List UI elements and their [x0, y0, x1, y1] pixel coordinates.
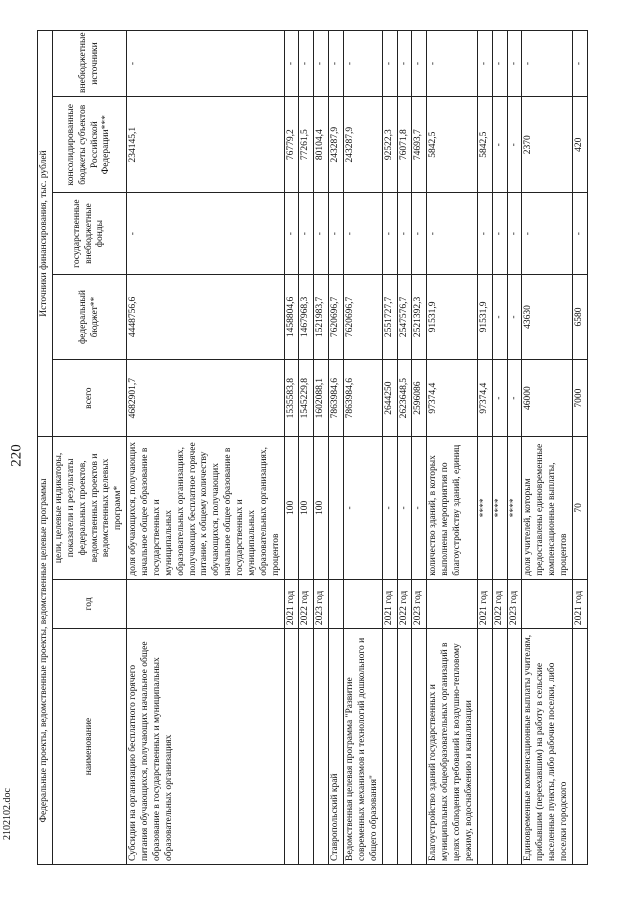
cell-total: 1535583,8 — [284, 360, 299, 437]
cell-total: - — [507, 360, 522, 437]
cell-year: 2022 год — [397, 579, 412, 628]
cell-year: 2021 год — [477, 579, 492, 628]
cell-federal: 2547576,7 — [397, 274, 412, 360]
cell-total: 7000 — [572, 360, 587, 437]
budget-table — [37, 30, 588, 865]
cell-indicator: **** — [507, 437, 522, 580]
table-row — [572, 31, 587, 865]
cell-name: Субсидии на организацию бесплатного горячего питания обучающихся, получающих начальное общее образование в государственных и муниципальных образовательных организациях — [127, 629, 284, 865]
table-row — [522, 31, 573, 865]
cell-federal: 1467968,3 — [299, 274, 314, 360]
col-state-funds-header: государственные внебюджетные фонды — [52, 193, 126, 274]
cell-regional: 5842,5 — [427, 96, 478, 193]
cell-name: Ставропольский край — [329, 629, 344, 865]
cell-regional: 77261,5 — [299, 96, 314, 193]
cell-regional: 420 — [572, 96, 587, 193]
cell-extra: - — [427, 31, 478, 97]
cell-indicator: доля учителей, которым предоставлены единовременные компенсационные выплаты, процентов — [522, 437, 573, 580]
cell-regional: 243287,9 — [329, 96, 344, 193]
cell-regional: 76779,2 — [284, 96, 299, 193]
cell-total: 7863984,6 — [344, 360, 383, 437]
table-row — [412, 31, 427, 865]
cell-federal: 43630 — [522, 274, 573, 360]
cell-total: 46000 — [522, 360, 573, 437]
cell-indicator: **** — [477, 437, 492, 580]
col-year-header: год — [52, 579, 126, 628]
cell-total: 2596086 — [412, 360, 427, 437]
cell-regional: - — [492, 96, 507, 193]
cell-extra: - — [507, 31, 522, 97]
cell-regional: 76071,8 — [397, 96, 412, 193]
cell-federal: 7620696,7 — [329, 274, 344, 360]
cell-year: 2021 год — [382, 579, 397, 628]
cell-federal: 7620696,7 — [344, 274, 383, 360]
cell-state-funds: - — [412, 193, 427, 274]
cell-indicator: доля обучающихся, получающих начальное общее образование в государственных и муниципальных образовательных организациях, получающих бесплатное горячее питание, к общему количеству обучающихся, получающих начальное общее образование в государственных и муниципальных образовательных организациях, процентов — [127, 437, 284, 580]
cell-total: 7863984,6 — [329, 360, 344, 437]
cell-regional: 80104,4 — [314, 96, 329, 193]
cell-state-funds: - — [127, 193, 284, 274]
cell-state-funds: - — [427, 193, 478, 274]
cell-total: 97374,4 — [477, 360, 492, 437]
cell-indicator — [329, 437, 344, 580]
rotated-budget-table — [37, 30, 599, 865]
cell-regional: 5842,5 — [477, 96, 492, 193]
cell-year: 2023 год — [507, 579, 522, 628]
cell-name — [412, 629, 427, 865]
cell-total: 4682901,7 — [127, 360, 284, 437]
cell-name — [284, 629, 299, 865]
cell-state-funds: - — [492, 193, 507, 274]
cell-extra: - — [127, 31, 284, 97]
cell-name — [382, 629, 397, 865]
cell-total: 97374,4 — [427, 360, 478, 437]
table-row — [329, 31, 344, 865]
cell-indicator: 70 — [572, 437, 587, 580]
cell-name — [397, 629, 412, 865]
col-name-header: наименование — [52, 629, 126, 865]
cell-federal: - — [507, 274, 522, 360]
cell-name — [299, 629, 314, 865]
cell-federal: 1521983,7 — [314, 274, 329, 360]
cell-extra: - — [284, 31, 299, 97]
cell-indicator: - — [344, 437, 383, 580]
cell-regional: 234145,1 — [127, 96, 284, 193]
cell-regional: 2370 — [522, 96, 573, 193]
table-row — [314, 31, 329, 865]
cell-year: 2022 год — [492, 579, 507, 628]
cell-year — [127, 579, 284, 628]
cell-total: 2623648,5 — [397, 360, 412, 437]
cell-federal: 1458804,6 — [284, 274, 299, 360]
cell-federal: 2521392,3 — [412, 274, 427, 360]
cell-indicator: 100 — [299, 437, 314, 580]
cell-state-funds: - — [314, 193, 329, 274]
cell-federal: - — [492, 274, 507, 360]
table-row — [477, 31, 492, 865]
cell-state-funds: - — [572, 193, 587, 274]
table-row — [492, 31, 507, 865]
cell-regional: 74693,7 — [412, 96, 427, 193]
cell-indicator: - — [412, 437, 427, 580]
cell-federal: 6580 — [572, 274, 587, 360]
col-regional-header: консолидированные бюджеты субъектов Российской Федерации*** — [52, 96, 126, 193]
table-row — [507, 31, 522, 865]
table-row — [344, 31, 383, 865]
cell-indicator: количество зданий, в которых выполнены мероприятия по благоустройству зданий, единиц — [427, 437, 478, 580]
cell-indicator: 100 — [314, 437, 329, 580]
table-row — [284, 31, 299, 865]
cell-federal: 4448756,6 — [127, 274, 284, 360]
cell-regional: - — [507, 96, 522, 193]
cell-state-funds: - — [382, 193, 397, 274]
cell-extra: - — [477, 31, 492, 97]
table-body — [127, 31, 588, 865]
cell-indicator: 100 — [284, 437, 299, 580]
cell-extra: - — [492, 31, 507, 97]
cell-state-funds: - — [397, 193, 412, 274]
cell-state-funds: - — [299, 193, 314, 274]
col-total-header: всего — [52, 360, 126, 437]
cell-year — [427, 579, 478, 628]
cell-extra: - — [412, 31, 427, 97]
cell-extra: - — [572, 31, 587, 97]
cell-regional: 243287,9 — [344, 96, 383, 193]
cell-extra: - — [329, 31, 344, 97]
cell-year: 2021 год — [284, 579, 299, 628]
table-row — [127, 31, 284, 865]
cell-name — [314, 629, 329, 865]
table-row — [382, 31, 397, 865]
cell-name — [507, 629, 522, 865]
cell-federal: 2551727,7 — [382, 274, 397, 360]
cell-total: 1602088,1 — [314, 360, 329, 437]
cell-state-funds: - — [344, 193, 383, 274]
group-header: Федеральные проекты, ведомственные проекты, ведомственные целевые программы — [38, 437, 53, 865]
cell-name — [492, 629, 507, 865]
document-code: 2102102.doc — [2, 788, 13, 840]
cell-name: Благоустройство зданий государственных и муниципальных общеобразовательных организаций в целях соблюдения требований к воздушно-тепловому режиму, водоснабжению и канализации — [427, 629, 478, 865]
cell-year: 2021 год — [572, 579, 587, 628]
cell-extra: - — [397, 31, 412, 97]
cell-state-funds: - — [507, 193, 522, 274]
cell-extra: - — [314, 31, 329, 97]
col-indicator-header: цели, целевые индикаторы, показатели и результаты федеральных проектов, ведомственных проектов и ведомственных целевых программ* — [52, 437, 126, 580]
sources-header: Источники финансирования, тыс. рублей — [38, 31, 53, 437]
cell-indicator: - — [382, 437, 397, 580]
cell-name: Ведомственная целевая программа "Развитие современных механизмов и технологий дошкольного и общего образования" — [344, 629, 383, 865]
cell-year — [522, 579, 573, 628]
cell-year: 2022 год — [299, 579, 314, 628]
cell-indicator: **** — [492, 437, 507, 580]
col-extra-header: внебюджетные источники — [52, 31, 126, 97]
cell-federal: 91531,9 — [477, 274, 492, 360]
cell-state-funds: - — [522, 193, 573, 274]
cell-year — [344, 579, 383, 628]
cell-name: Единовременные компенсационные выплаты учителям, прибывшим (переехавшим) на работу в сельские населенные пункты, либо рабочие поселки, либо поселки городского — [522, 629, 573, 865]
cell-regional: 92522,3 — [382, 96, 397, 193]
cell-extra: - — [299, 31, 314, 97]
cell-federal: 91531,9 — [427, 274, 478, 360]
cell-total: 2644250 — [382, 360, 397, 437]
cell-total: - — [492, 360, 507, 437]
col-federal-header: федеральный бюджет** — [52, 274, 126, 360]
page-number: 220 — [8, 444, 25, 467]
cell-indicator: - — [397, 437, 412, 580]
cell-name — [477, 629, 492, 865]
cell-extra: - — [344, 31, 383, 97]
cell-state-funds: - — [329, 193, 344, 274]
cell-extra: - — [382, 31, 397, 97]
cell-extra: - — [522, 31, 573, 97]
cell-name — [572, 629, 587, 865]
cell-state-funds: - — [284, 193, 299, 274]
table-row — [397, 31, 412, 865]
cell-year: 2023 год — [314, 579, 329, 628]
table-row — [299, 31, 314, 865]
cell-total: 1545229,8 — [299, 360, 314, 437]
cell-year: 2023 год — [412, 579, 427, 628]
cell-year — [329, 579, 344, 628]
table-row — [427, 31, 478, 865]
cell-state-funds: - — [477, 193, 492, 274]
